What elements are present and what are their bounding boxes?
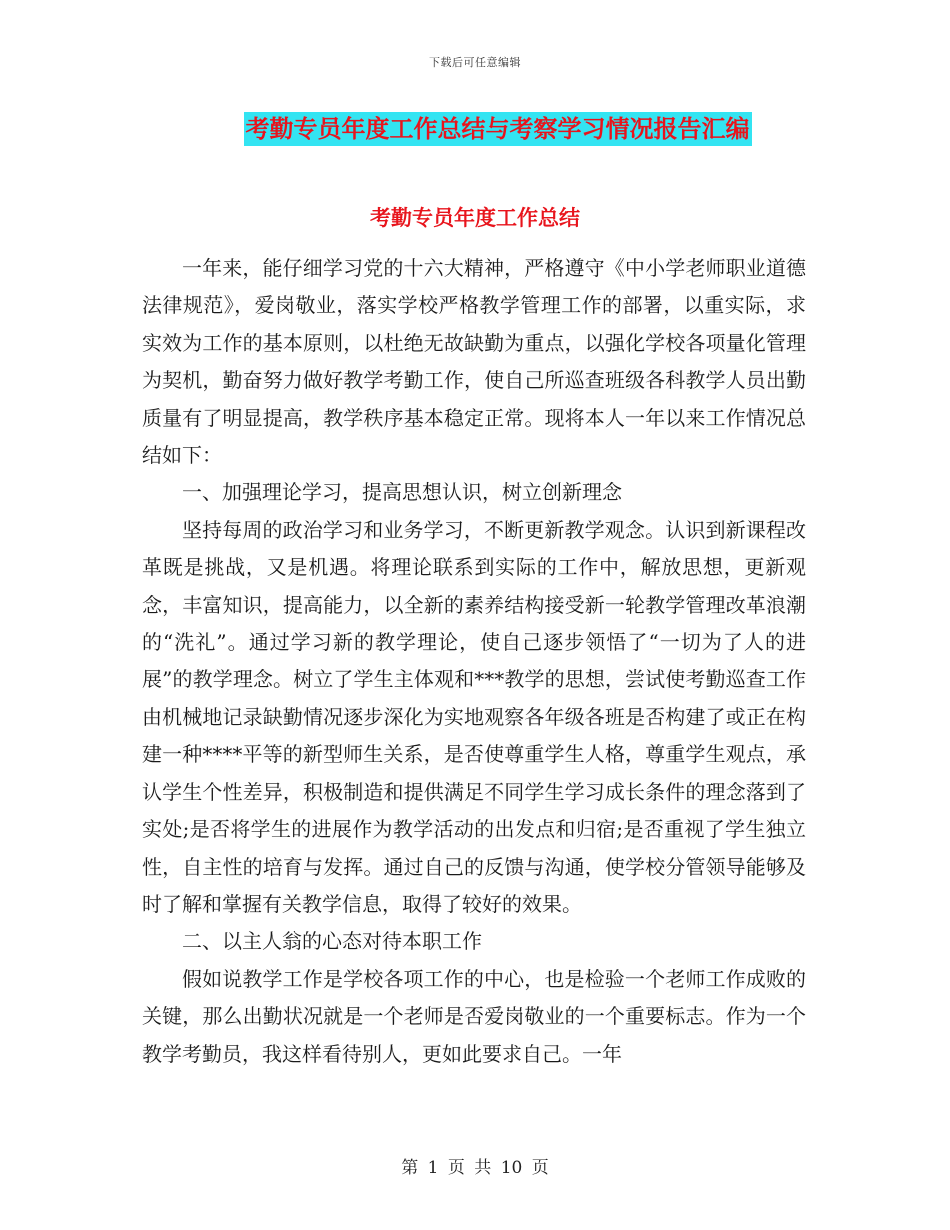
body-text	[142, 250, 806, 1073]
section-title: 考勤专员年度工作总结	[370, 206, 580, 230]
page-footer: 第 1 页 共 10 页	[401, 1158, 549, 1178]
paragraph-heading-2: 二、以主人翁的心态对待本职工作	[182, 929, 482, 954]
paragraph-attitude: 假如说教学工作是学校各项工作的中心，也是检验一个老师工作成败的关键，那么出勤状况就是一个老师是否爱岗敬业的一个重要标志。作为一个教学考勤员，我这样看待别人，更如此要求自己。一年	[142, 966, 806, 1066]
main-title: 考勤专员年度工作总结与考察学习情况报告汇编	[244, 112, 752, 146]
paragraph-study: 坚持每周的政治学习和业务学习，不断更新教学观念。认识到新课程改革既是挑战，又是机遇。将理论联系到实际的工作中，解放思想，更新观念，丰富知识，提高能力，以全新的素养结构接受新一轮教学管理改革浪潮的“洗礼”。通过学习新的教学理论，使自己逐步领悟了“一切为了人的进展”的教学理念。树立了学生主体观和***教学的思想，尝试使考勤巡查工作由机械地记录缺勤情况逐步深化为实地观察各年级各班是否构建了或正在构建一种****平等的新型师生关系，是否使尊重学生人格，尊重学生观点，承认学生个性差异，积极制造和提供满足不同学生学习成长条件的理念落到了实处;是否将学生的进展作为教学活动的出发点和归宿;是否重视了学生独立性，自主性的培育与发挥。通过自己的反馈与沟通，使学校分管领导能够及时了解和掌握有关教学信息，取得了较好的效果。	[142, 517, 806, 916]
paragraph-intro: 一年来，能仔细学习党的十六大精神，严格遵守《中小学老师职业道德法律规范》，爱岗敬业，落实学校严格教学管理工作的部署，以重实际，求实效为工作的基本原则，以杜绝无故缺勤为重点，以强化学校各项量化管理为契机，勤奋努力做好教学考勤工作，使自己所巡查班级各科教学人员出勤质量有了明显提高，教学秩序基本稳定正常。现将本人一年以来工作情况总结如下：	[142, 256, 806, 468]
header-note: 下载后可任意编辑	[429, 56, 521, 69]
main-title-wrap	[0, 112, 950, 146]
paragraph-heading-1: 一、加强理论学习，提高思想认识，树立创新理念	[182, 480, 622, 505]
